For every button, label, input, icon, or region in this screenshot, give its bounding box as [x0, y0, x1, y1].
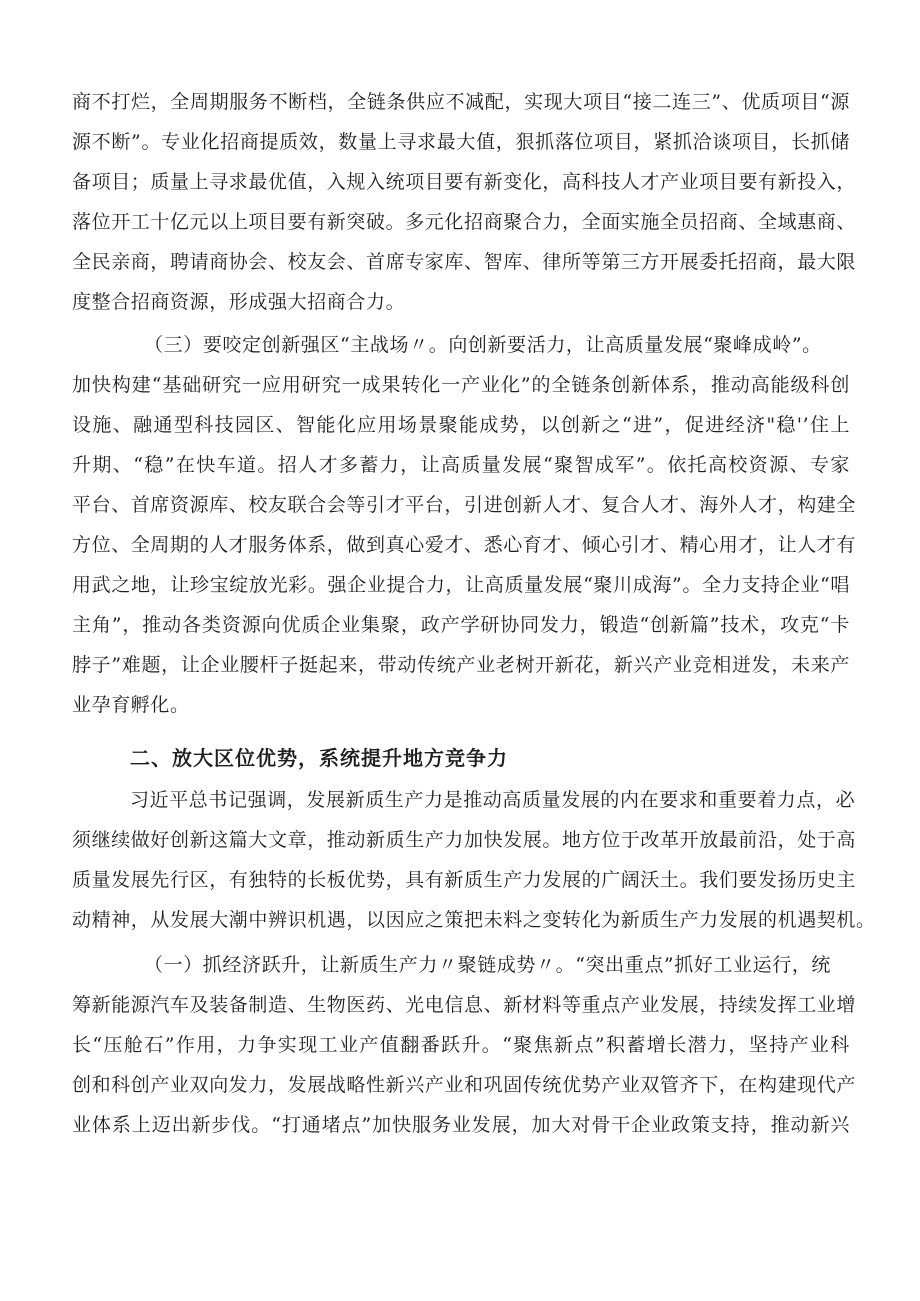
paragraph-2-line-8: 主角”，推动各类资源向优质企业集聚，政产学研协同发力，锻造“创新篇”技术，攻克“卡 [72, 614, 850, 636]
paragraph-4-line-5: 业体系上迈出新步伐。“打通堵点”加快服务业发展，加大对骨干企业政策支持，推动新兴 [72, 1114, 850, 1136]
paragraph-2-line-3: 设施、融通型科技园区、智能化应用场景聚能成势，以创新之“进”，促进经济"稳'’住上 [72, 414, 850, 436]
paragraph-2-line-6: 方位、全周期的人才服务体系，做到真心爱才、悉心育才、倾心引才、精心用才，让人才有 [72, 534, 857, 556]
paragraph-1-line-5: 全民亲商，聘请商协会、校友会、首席专家库、智库、律所等第三方开展委托招商，最大限 [72, 251, 857, 273]
paragraph-2-line-7: 用武之地，让珍宝绽放光彩。强企业提合力，让高质量发展“聚川成海”。全力支持企业“唱 [72, 574, 850, 596]
paragraph-3-line-1: 习近平总书记强调，发展新质生产力是推动高质量发展的内在要求和重要着力点，必 [130, 789, 856, 811]
paragraph-1-line-3: 备项目；质量上寻求最优值，入规入统项目要有新变化，高科技人才产业项目要有新投入， [72, 171, 857, 193]
paragraph-2-line-5: 平台、首席资源库、校友联合会等引才平台，引进创新人才、复合人才、海外人才，构建全 [72, 494, 857, 516]
paragraph-3-line-4: 动精神，从发展大潮中辨识机遇，以因应之策把未料之变转化为新质生产力发展的机遇契机。 [72, 909, 876, 931]
paragraph-1-line-4: 落位开工十亿元以上项目要有新突破。多元化招商聚合力，全面实施全员招商、全域惠商、 [72, 211, 857, 233]
paragraph-1-line-6: 度整合招商资源，形成强大招商合力。 [72, 291, 406, 313]
paragraph-2-line-4: 升期、“稳”在快车道。招人才多蓄力，让高质量发展“聚智成军”。依托高校资源、专家 [72, 454, 850, 476]
paragraph-3-line-3: 质量发展先行区，有独特的长板优势，具有新质生产力发展的广阔沃土。我们要发扬历史主 [72, 869, 857, 891]
paragraph-2-line-9: 脖子”难题，让企业腰杆子挺起来，带动传统产业老树开新花，新兴产业竞相迸发，未来产 [72, 654, 850, 676]
section-heading: 二、放大区位优势，系统提升地方竞争力 [130, 746, 508, 770]
paragraph-1-line-2: 源不断”。专业化招商提质效，数量上寻求最大值，狠抓落位项目，紧抓洽谈项目，长抓储 [72, 131, 850, 153]
paragraph-3-line-2: 须继续做好创新这篇大文章，推动新质生产力加快发展。地方位于改革开放最前沿，处于高 [72, 829, 857, 851]
paragraph-4-line-2: 筹新能源汽车及装备制造、生物医药、光电信息、新材料等重点产业发展，持续发挥工业增 [72, 994, 857, 1016]
paragraph-2-line-2: 加快构建“基础研究一应用研究一成果转化一产业化”的全链条创新体系，推动高能级科创 [72, 374, 850, 396]
paragraph-1-line-1: 商不打烂，全周期服务不断档，全链条供应不减配，实现大项目“接二连三”、优质项目“源 [72, 91, 850, 113]
paragraph-4-line-1: （一）抓经济跃升，让新质生产力〃聚链成势〃。“突出重点”抓好工业运行，统 [144, 954, 832, 976]
paragraph-2-line-10: 业孕育孵化。 [72, 694, 190, 716]
paragraph-4-line-4: 创和科创产业双向发力，发展战略性新兴产业和巩固传统优势产业双管齐下，在构建现代产 [72, 1074, 857, 1096]
paragraph-2-line-1: （三）要咬定创新强区“主战场〃。向创新要活力，让高质量发展“聚峰成岭”。 [144, 334, 822, 356]
paragraph-4-line-3: 长“压舱石”作用，力争实现工业产值翻番跃升。“聚焦新点”积蓄增长潜力，坚持产业科 [72, 1034, 850, 1056]
